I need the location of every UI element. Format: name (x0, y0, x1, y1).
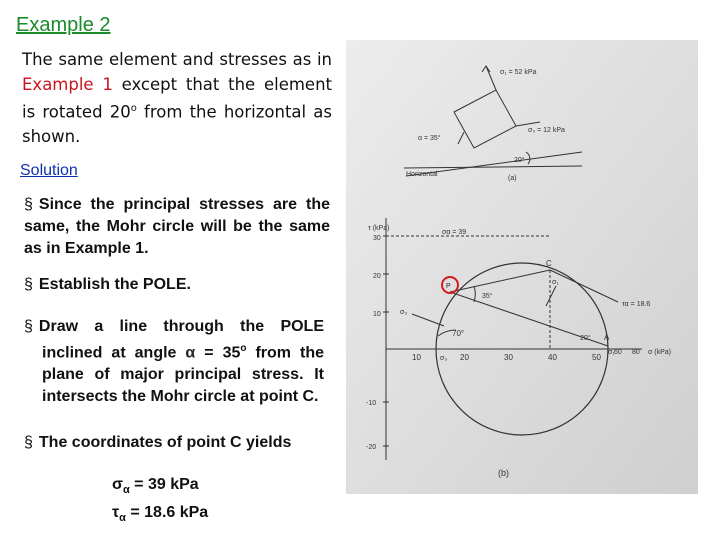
top-alpha-label: α = 35° (418, 135, 441, 142)
alpha-subscript: α (119, 512, 126, 525)
bullet-marker: § (24, 196, 33, 213)
y-tick-label-20: 20 (373, 273, 381, 280)
slide-title: Example 2 (16, 14, 111, 36)
x-tick-label-60: 60 (614, 349, 622, 356)
pole-label: P (446, 283, 451, 290)
bullet-text: Establish the POLE. (38, 276, 191, 293)
y-tick-label-neg10: -10 (366, 400, 377, 407)
mohr-circle-figure (346, 40, 698, 494)
angle-20-label: 20° (580, 335, 591, 342)
sigma3-tick-label: σ₃ (440, 355, 448, 362)
tau-alpha-value: = 18.6 kPa (125, 504, 209, 521)
result-tau-alpha (112, 504, 208, 524)
caption-a: (a) (508, 175, 517, 182)
x-tick-label-80: 80 (632, 349, 640, 356)
sigma1-direction-label: σ₁ (552, 279, 559, 286)
figure-background (346, 40, 698, 494)
alpha-symbol: α (185, 344, 196, 362)
x-tick-label-40: 40 (548, 353, 557, 362)
sigma-symbol: σ (112, 476, 123, 493)
angle-70-label: 70° (452, 329, 465, 338)
top-sigma3-label: σ₃ = 12 kPa (528, 127, 565, 134)
y-tick-label-30: 30 (373, 235, 381, 242)
bullet-marker: § (24, 434, 33, 451)
horizontal-label: Horizontal (406, 171, 438, 178)
x-tick-label-10: 10 (412, 353, 421, 362)
angle-35-label: 35° (482, 293, 493, 300)
bullet-principal-stresses (24, 194, 330, 260)
bullet-coordinates (24, 432, 320, 454)
bullet-establish-pole (24, 274, 324, 296)
sigma3-direction-label: σ₃ (400, 309, 408, 316)
sigma-alpha-label: σα = 39 (442, 229, 467, 236)
bullet-text: Draw a line through the POLE inclined at angle (38, 318, 324, 362)
x-tick-label-50: 50 (592, 353, 601, 362)
top-angle-label: 20° (514, 157, 525, 164)
sigma-alpha-value: = 39 kPa (129, 476, 199, 493)
x-tick-label-30: 30 (504, 353, 513, 362)
bullet-text: = 35 (195, 344, 241, 362)
y-tick-label-neg20: -20 (366, 444, 377, 451)
alpha-subscript: α (122, 484, 130, 497)
bullet-text: The coordinates of point C yields (38, 434, 292, 451)
sigma-axis-label: σ (kPa) (648, 349, 671, 356)
intro-paragraph (22, 48, 332, 150)
tau-symbol: τ (112, 504, 120, 521)
intro-text-3: from the horizontal as shown. (22, 102, 333, 146)
solution-heading: Solution (20, 162, 78, 179)
intro-text-1: The same element and stresses as in (22, 50, 332, 69)
sigma1-tick-label: σ₁ (608, 349, 615, 356)
point-c-label: C (546, 259, 552, 268)
point-a-label: A (604, 333, 610, 342)
example-1-reference: Example 1 (22, 74, 113, 94)
bullet-draw-line (24, 316, 324, 408)
bullet-text: from the plane of major principal stress. It intersects the Mohr circle at point C. (42, 344, 325, 406)
top-sigma1-label: σ₁ = 52 kPa (500, 69, 537, 76)
tau-axis-label: τ (kPa) (368, 225, 390, 232)
tau-alpha-label: τα = 18.6 (622, 301, 651, 308)
y-tick-label-10: 10 (373, 311, 381, 318)
caption-b: (b) (498, 468, 509, 478)
bullet-marker: § (24, 318, 33, 335)
x-tick-label-20: 20 (460, 353, 469, 362)
bullet-marker: § (24, 276, 33, 293)
result-sigma-alpha (112, 476, 199, 496)
degree-mark: o (130, 103, 137, 114)
bullet-text: Since the principal stresses are the same, the Mohr circle will be the same as in Example 1. (24, 196, 330, 257)
intro-text-2: except that the element is rotated 20 (22, 74, 332, 122)
degree-mark: o (240, 343, 247, 354)
